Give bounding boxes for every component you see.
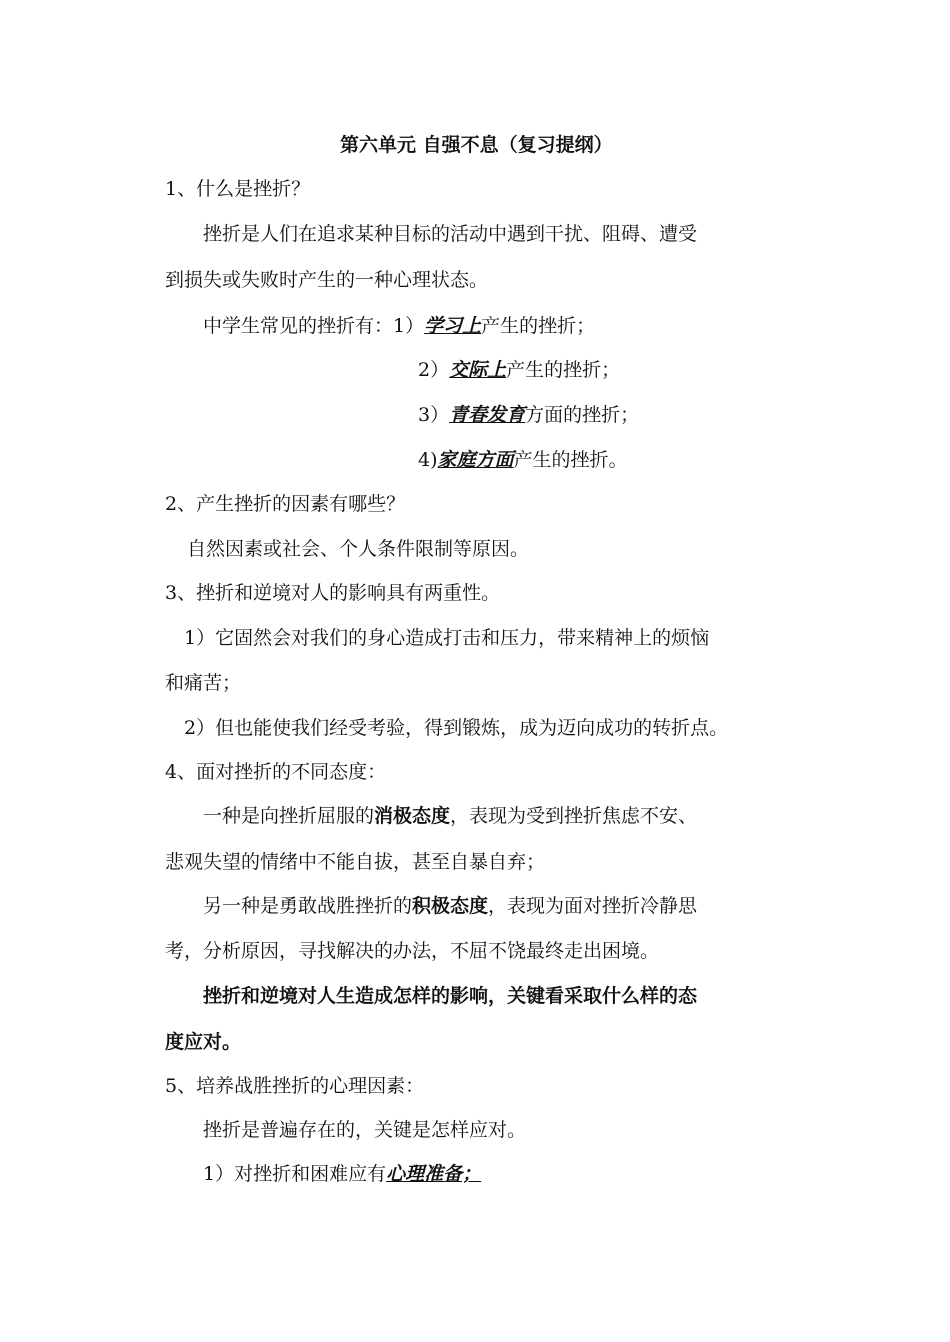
section-3-point-1-line-2: 和痛苦； <box>165 672 242 694</box>
item-2-keyword: 交际上 <box>449 359 507 381</box>
item-4-text: 产生的挫折。 <box>513 449 628 471</box>
section-3-heading: 3、挫折和逆境对人的影响具有两重性。 <box>165 582 501 604</box>
item-3-text: 方面的挫折； <box>525 404 640 426</box>
negative-attitude-pre: 一种是向挫折屈服的 <box>203 805 375 827</box>
section-3-point-1-line-1: 1）它固然会对我们的身心造成打击和压力，带来精神上的烦恼 <box>184 627 710 649</box>
section-2-heading: 2、产生挫折的因素有哪些？ <box>165 493 406 515</box>
item-4-number: 4) <box>418 449 438 471</box>
positive-attitude-keyword: 积极态度 <box>412 895 489 917</box>
positive-attitude-line-2: 考，分析原因，寻找解决的办法，不屈不饶最终走出困境。 <box>165 940 660 962</box>
positive-attitude-line-1 <box>203 894 697 918</box>
item-2-number: 2） <box>418 359 450 381</box>
item-1-keyword: 学习上 <box>424 315 482 337</box>
positive-attitude-pre: 另一种是勇敢战胜挫折的 <box>203 895 413 917</box>
common-frustration-item-2 <box>418 358 620 382</box>
key-point-line-1: 挫折和逆境对人生造成怎样的影响，关键看采取什么样的态 <box>203 985 698 1007</box>
section-2-answer: 自然因素或社会、个人条件限制等原因。 <box>187 538 530 560</box>
section-4-heading: 4、面对挫折的不同态度： <box>165 761 387 783</box>
key-point-line-2: 度应对。 <box>165 1031 242 1053</box>
item-2-text: 产生的挫折； <box>506 359 621 381</box>
negative-attitude-keyword: 消极态度 <box>374 805 451 827</box>
item-4-keyword: 家庭方面 <box>437 449 514 471</box>
definition-line-2: 到损失或失败时产生的一种心理状态。 <box>165 269 489 291</box>
item-1-text: 产生的挫折； <box>481 315 596 337</box>
common-frustration-item-4 <box>418 448 628 472</box>
section-5-heading: 5、培养战胜挫折的心理因素： <box>165 1075 425 1097</box>
common-frustration-item-3 <box>418 403 639 427</box>
negative-attitude-line-1 <box>203 804 697 828</box>
section-5-item-1-keyword: 心理准备； <box>386 1163 482 1185</box>
section-3-point-2: 2）但也能使我们经受考验，得到锻炼，成为迈向成功的转折点。 <box>184 717 729 739</box>
item-3-keyword: 青春发育 <box>449 404 526 426</box>
section-5-intro: 挫折是普遍存在的，关键是怎样应对。 <box>203 1119 527 1141</box>
common-prefix: 中学生常见的挫折有：1） <box>203 315 425 337</box>
common-frustration-item-1 <box>203 314 595 338</box>
section-1-heading: 1、什么是挫折？ <box>165 178 311 200</box>
page-title: 第六单元 自强不息（复习提纲） <box>340 134 613 156</box>
section-5-item-1-pre: 1）对挫折和困难应有 <box>203 1163 387 1185</box>
negative-attitude-post: ，表现为受到挫折焦虑不安、 <box>450 805 698 827</box>
item-3-number: 3） <box>418 404 450 426</box>
section-5-item-1 <box>203 1162 481 1186</box>
positive-attitude-post: ，表现为面对挫折冷静思 <box>488 895 698 917</box>
negative-attitude-line-2: 悲观失望的情绪中不能自拔，甚至自暴自弃； <box>165 851 546 873</box>
definition-line-1: 挫折是人们在追求某种目标的活动中遇到干扰、阻碍、遭受 <box>203 223 698 245</box>
